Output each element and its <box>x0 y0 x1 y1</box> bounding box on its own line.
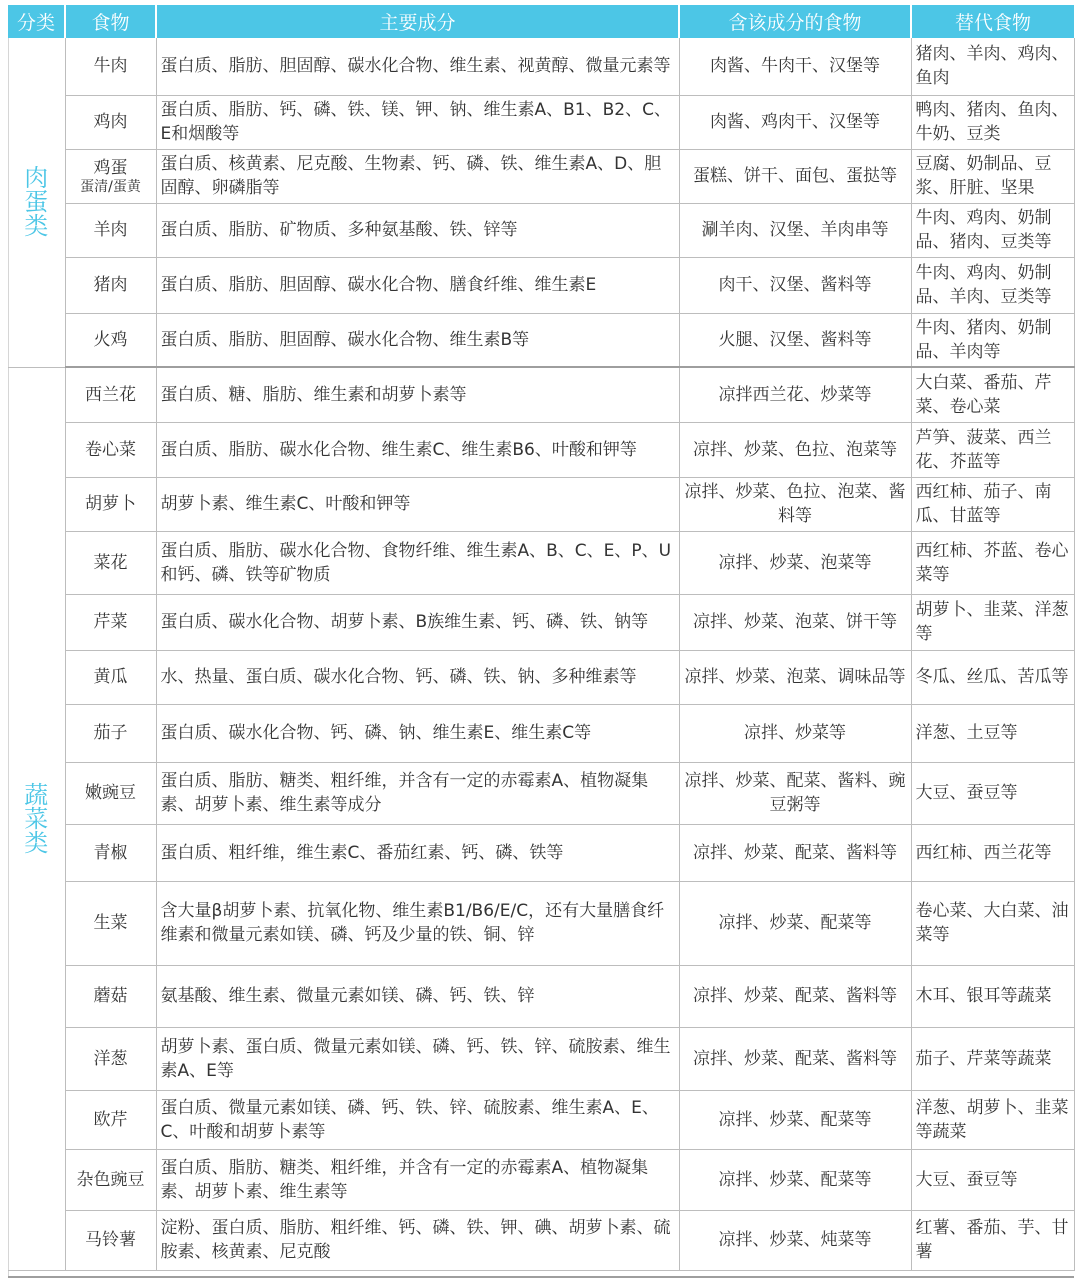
table-row <box>8 1027 1074 1090</box>
category-char: 类 <box>24 828 49 857</box>
foods-containing-cell: 凉拌、炒菜、配菜、酱料等 <box>679 1027 911 1090</box>
food-name-cell <box>65 1027 156 1090</box>
foods-containing-cell: 凉拌、炒菜、配菜、酱料等 <box>679 824 911 881</box>
food-name: 蘑菇 <box>93 986 128 1006</box>
foods-containing-cell: 凉拌、炒菜、色拉、泡菜等 <box>679 422 911 477</box>
alternatives-cell: 红薯、番茄、芋、甘薯 <box>911 1210 1074 1270</box>
food-name-cell <box>65 313 156 367</box>
food-subname: 蛋清/蛋黄 <box>80 179 141 195</box>
category-char: 类 <box>24 212 49 241</box>
main-components-cell: 蛋白质、脂肪、碳水化合物、维生素C、维生素B6、叶酸和钾等 <box>156 422 679 477</box>
table-row <box>8 594 1074 650</box>
foods-containing-cell: 凉拌、炒菜、泡菜、调味品等 <box>679 650 911 704</box>
foods-containing-cell: 凉拌、炒菜、炖菜等 <box>679 1210 911 1270</box>
food-name: 生菜 <box>93 913 128 933</box>
foods-containing-cell: 凉拌、炒菜、色拉、泡菜、酱料等 <box>679 477 911 531</box>
food-name-cell <box>65 367 156 422</box>
alternatives-cell: 西红柿、茄子、南瓜、甘蓝等 <box>911 477 1074 531</box>
foods-containing-cell: 凉拌、炒菜、泡菜等 <box>679 531 911 594</box>
alternatives-cell: 木耳、银耳等蔬菜 <box>911 965 1074 1027</box>
food-name-cell <box>65 594 156 650</box>
food-name: 猪肉 <box>93 275 128 295</box>
food-name: 牛肉 <box>93 56 128 77</box>
alternatives-cell: 大白菜、番茄、芹菜、卷心菜 <box>911 367 1074 422</box>
table-row <box>8 1210 1074 1270</box>
alternatives-cell: 洋葱、土豆等 <box>911 704 1074 762</box>
foods-containing-cell: 凉拌、炒菜、配菜、酱料、豌豆粥等 <box>679 762 911 824</box>
table-row <box>8 824 1074 881</box>
main-components-cell: 含大量β胡萝卜素、抗氧化物、维生素B1/B6/E/C，还有大量膳食纤维素和微量元素如镁、磷、钙及少量的铁、铜、锌 <box>156 881 679 965</box>
food-name: 茄子 <box>93 723 128 743</box>
header-main-components: 主要成分 <box>156 5 679 38</box>
main-components-cell: 蛋白质、脂肪、胆固醇、碳水化合物、维生素、视黄醇、微量元素等 <box>156 38 679 95</box>
foods-containing-cell: 凉拌、炒菜、配菜、酱料等 <box>679 965 911 1027</box>
category-cell <box>8 367 65 1270</box>
table-body <box>8 38 1074 1270</box>
main-components-cell: 胡萝卜素、维生素C、叶酸和钾等 <box>156 477 679 531</box>
alternatives-cell: 茄子、芹菜等蔬菜 <box>911 1027 1074 1090</box>
food-name: 马铃薯 <box>85 1230 136 1250</box>
table-row <box>8 531 1074 594</box>
food-name-cell <box>65 965 156 1027</box>
alternatives-cell: 鸭肉、猪肉、鱼肉、牛奶、豆类 <box>911 95 1074 149</box>
food-name: 洋葱 <box>93 1048 128 1069</box>
table-row <box>8 149 1074 203</box>
food-name: 青椒 <box>93 842 128 863</box>
alternatives-cell: 牛肉、鸡肉、奶制品、猪肉、豆类等 <box>911 203 1074 257</box>
main-components-cell: 蛋白质、脂肪、糖类、粗纤维，并含有一定的赤霉素A、植物凝集素、胡萝卜素、维生素等 <box>156 1149 679 1210</box>
table-row <box>8 95 1074 149</box>
foods-containing-cell: 凉拌、炒菜、配菜等 <box>679 1090 911 1149</box>
food-name-cell <box>65 824 156 881</box>
food-name: 西兰花 <box>85 384 136 405</box>
category-label <box>8 780 65 857</box>
foods-containing-cell: 凉拌、炒菜、配菜等 <box>679 881 911 965</box>
table-row <box>8 422 1074 477</box>
food-name: 鸡蛋 <box>93 158 128 178</box>
food-name-cell <box>65 95 156 149</box>
main-components-cell: 蛋白质、微量元素如镁、磷、钙、铁、锌、硫胺素、维生素A、E、C、叶酸和胡萝卜素等 <box>156 1090 679 1149</box>
header-row <box>8 5 1074 38</box>
food-name-cell <box>65 477 156 531</box>
main-components-cell: 蛋白质、脂肪、碳水化合物、食物纤维、维生素A、B、C、E、P、U和钙、磷、铁等矿物质 <box>156 531 679 594</box>
alternatives-cell: 冬瓜、丝瓜、苦瓜等 <box>911 650 1074 704</box>
food-name: 欧芹 <box>93 1109 128 1130</box>
alternatives-cell: 卷心菜、大白菜、油菜等 <box>911 881 1074 965</box>
food-name-cell <box>65 422 156 477</box>
food-name: 卷心菜 <box>85 439 136 460</box>
table-row <box>8 203 1074 257</box>
food-composition-table <box>8 5 1075 1271</box>
category-cell <box>8 38 65 367</box>
main-components-cell: 蛋白质、碳水化合物、胡萝卜素、B族维生素、钙、磷、铁、钠等 <box>156 594 679 650</box>
food-name-cell <box>65 149 156 203</box>
table-bottom-rule <box>8 1276 1074 1278</box>
main-components-cell: 蛋白质、脂肪、钙、磷、铁、镁、钾、钠、维生素A、B1、B2、C、E和烟酸等 <box>156 95 679 149</box>
header-food: 食物 <box>65 5 156 38</box>
foods-containing-cell: 火腿、汉堡、酱料等 <box>679 313 911 367</box>
alternatives-cell: 猪肉、羊肉、鸡肉、鱼肉 <box>911 38 1074 95</box>
table-row <box>8 477 1074 531</box>
category-char: 菜 <box>24 804 49 833</box>
food-name-cell <box>65 881 156 965</box>
main-components-cell: 蛋白质、碳水化合物、钙、磷、钠、维生素E、维生素C等 <box>156 704 679 762</box>
food-name: 嫩豌豆 <box>85 783 136 803</box>
alternatives-cell: 西红柿、芥蓝、卷心菜等 <box>911 531 1074 594</box>
alternatives-cell: 大豆、蚕豆等 <box>911 1149 1074 1210</box>
food-name: 火鸡 <box>93 329 128 350</box>
foods-containing-cell: 凉拌、炒菜、泡菜、饼干等 <box>679 594 911 650</box>
main-components-cell: 蛋白质、脂肪、胆固醇、碳水化合物、膳食纤维、维生素E <box>156 257 679 313</box>
food-name: 胡萝卜 <box>85 494 136 514</box>
food-name-cell <box>65 650 156 704</box>
alternatives-cell: 大豆、蚕豆等 <box>911 762 1074 824</box>
main-components-cell: 蛋白质、脂肪、糖类、粗纤维，并含有一定的赤霉素A、植物凝集素、胡萝卜素、维生素等成分 <box>156 762 679 824</box>
foods-containing-cell: 肉干、汉堡、酱料等 <box>679 257 911 313</box>
foods-containing-cell: 涮羊肉、汉堡、羊肉串等 <box>679 203 911 257</box>
food-name-cell <box>65 203 156 257</box>
table-row <box>8 1149 1074 1210</box>
alternatives-cell: 豆腐、奶制品、豆浆、肝脏、坚果 <box>911 149 1074 203</box>
alternatives-cell: 胡萝卜、韭菜、洋葱等 <box>911 594 1074 650</box>
foods-containing-cell: 凉拌、炒菜、配菜等 <box>679 1149 911 1210</box>
table-row <box>8 965 1074 1027</box>
main-components-cell: 水、热量、蛋白质、碳水化合物、钙、磷、铁、钠、多种维素等 <box>156 650 679 704</box>
header-foods-containing: 含该成分的食物 <box>679 5 911 38</box>
table-row <box>8 367 1074 422</box>
foods-containing-cell: 肉酱、鸡肉干、汉堡等 <box>679 95 911 149</box>
food-name-cell <box>65 1090 156 1149</box>
foods-containing-cell: 凉拌西兰花、炒菜等 <box>679 367 911 422</box>
foods-containing-cell: 肉酱、牛肉干、汉堡等 <box>679 38 911 95</box>
table-row <box>8 881 1074 965</box>
main-components-cell: 蛋白质、核黄素、尼克酸、生物素、钙、磷、铁、维生素A、D、胆固醇、卵磷脂等 <box>156 149 679 203</box>
main-components-cell: 蛋白质、脂肪、矿物质、多种氨基酸、铁、锌等 <box>156 203 679 257</box>
alternatives-cell: 芦笋、菠菜、西兰花、芥蓝等 <box>911 422 1074 477</box>
food-name: 黄瓜 <box>93 667 128 687</box>
category-char: 肉 <box>24 164 49 193</box>
main-components-cell: 蛋白质、糖、脂肪、维生素和胡萝卜素等 <box>156 367 679 422</box>
main-components-cell: 氨基酸、维生素、微量元素如镁、磷、钙、铁、锌 <box>156 965 679 1027</box>
table-row <box>8 650 1074 704</box>
food-name-cell <box>65 531 156 594</box>
foods-containing-cell: 蛋糕、饼干、面包、蛋挞等 <box>679 149 911 203</box>
main-components-cell: 蛋白质、脂肪、胆固醇、碳水化合物、维生素B等 <box>156 313 679 367</box>
table-row <box>8 38 1074 95</box>
foods-containing-cell: 凉拌、炒菜等 <box>679 704 911 762</box>
food-name-cell <box>65 38 156 95</box>
header-alternatives: 替代食物 <box>911 5 1074 38</box>
food-name: 杂色豌豆 <box>76 1169 145 1190</box>
food-name-cell <box>65 704 156 762</box>
category-label <box>8 164 65 241</box>
main-components-cell: 胡萝卜素、蛋白质、微量元素如镁、磷、钙、铁、锌、硫胺素、维生素A、E等 <box>156 1027 679 1090</box>
header-category: 分类 <box>8 5 65 38</box>
category-char: 蛋 <box>24 188 49 217</box>
food-name-cell <box>65 1210 156 1270</box>
table-row <box>8 257 1074 313</box>
food-name: 鸡肉 <box>93 112 128 132</box>
table-row <box>8 704 1074 762</box>
food-name-cell <box>65 762 156 824</box>
table-row <box>8 762 1074 824</box>
alternatives-cell: 西红柿、西兰花等 <box>911 824 1074 881</box>
main-components-cell: 淀粉、蛋白质、脂肪、粗纤维、钙、磷、铁、钾、碘、胡萝卜素、硫胺素、核黄素、尼克酸 <box>156 1210 679 1270</box>
alternatives-cell: 牛肉、鸡肉、奶制品、羊肉、豆类等 <box>911 257 1074 313</box>
table-header <box>8 5 1074 38</box>
table-row <box>8 313 1074 367</box>
alternatives-cell: 牛肉、猪肉、奶制品、羊肉等 <box>911 313 1074 367</box>
food-name: 芹菜 <box>93 612 128 632</box>
table-row <box>8 1090 1074 1149</box>
alternatives-cell: 洋葱、胡萝卜、韭菜等蔬菜 <box>911 1090 1074 1149</box>
category-char: 蔬 <box>24 780 49 809</box>
main-components-cell: 蛋白质、粗纤维，维生素C、番茄红素、钙、磷、铁等 <box>156 824 679 881</box>
food-name-cell <box>65 257 156 313</box>
food-name: 羊肉 <box>93 220 128 240</box>
food-name-cell <box>65 1149 156 1210</box>
food-name: 菜花 <box>93 552 128 573</box>
